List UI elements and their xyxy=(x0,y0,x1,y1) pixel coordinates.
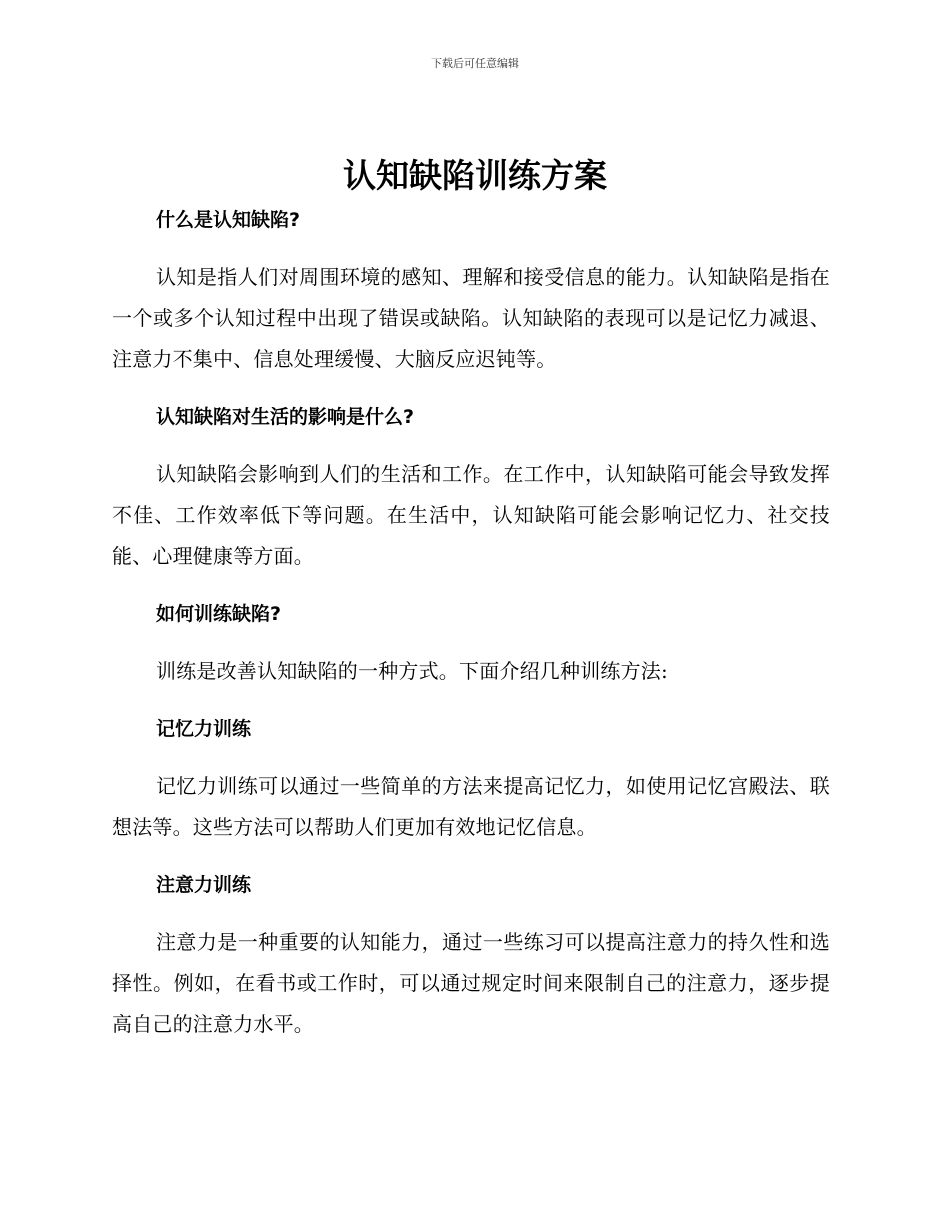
section-paragraph: 认知缺陷会影响到人们的生活和工作。在工作中，认知缺陷可能会导致发挥不佳、工作效率低下等问题。在生活中，认知缺陷可能会影响记忆力、社交技能、心理健康等方面。 xyxy=(112,462,830,568)
document-title: 认知缺陷训练方案 xyxy=(343,156,607,195)
section-heading: 如何训练缺陷? xyxy=(156,603,282,625)
section-memory-training xyxy=(112,713,830,848)
section-heading: 注意力训练 xyxy=(156,874,252,896)
document-body xyxy=(112,204,830,1066)
section-how-to-train xyxy=(112,598,830,692)
section-what-is xyxy=(112,204,830,380)
section-paragraph: 注意力是一种重要的认知能力，通过一些练习可以提高注意力的持久性和选择性。例如，在看书或工作时，可以通过规定时间来限制自己的注意力，逐步提高自己的注意力水平。 xyxy=(112,930,830,1036)
section-paragraph: 训练是改善认知缺陷的一种方式。下面介绍几种训练方法: xyxy=(156,659,668,683)
section-heading: 什么是认知缺陷? xyxy=(156,209,301,231)
header-note: 下载后可任意编辑 xyxy=(431,57,519,70)
section-paragraph: 记忆力训练可以通过一些简单的方法来提高记忆力，如使用记忆宫殿法、联想法等。这些方法可以帮助人们更加有效地记忆信息。 xyxy=(112,774,830,839)
section-impact xyxy=(112,401,830,577)
section-heading: 认知缺陷对生活的影响是什么? xyxy=(156,406,415,428)
section-heading: 记忆力训练 xyxy=(156,718,252,740)
section-paragraph: 认知是指人们对周围环境的感知、理解和接受信息的能力。认知缺陷是指在一个或多个认知过程中出现了错误或缺陷。认知缺陷的表现可以是记忆力减退、注意力不集中、信息处理缓慢、大脑反应迟钝等。 xyxy=(112,265,830,371)
section-attention-training xyxy=(112,869,830,1045)
